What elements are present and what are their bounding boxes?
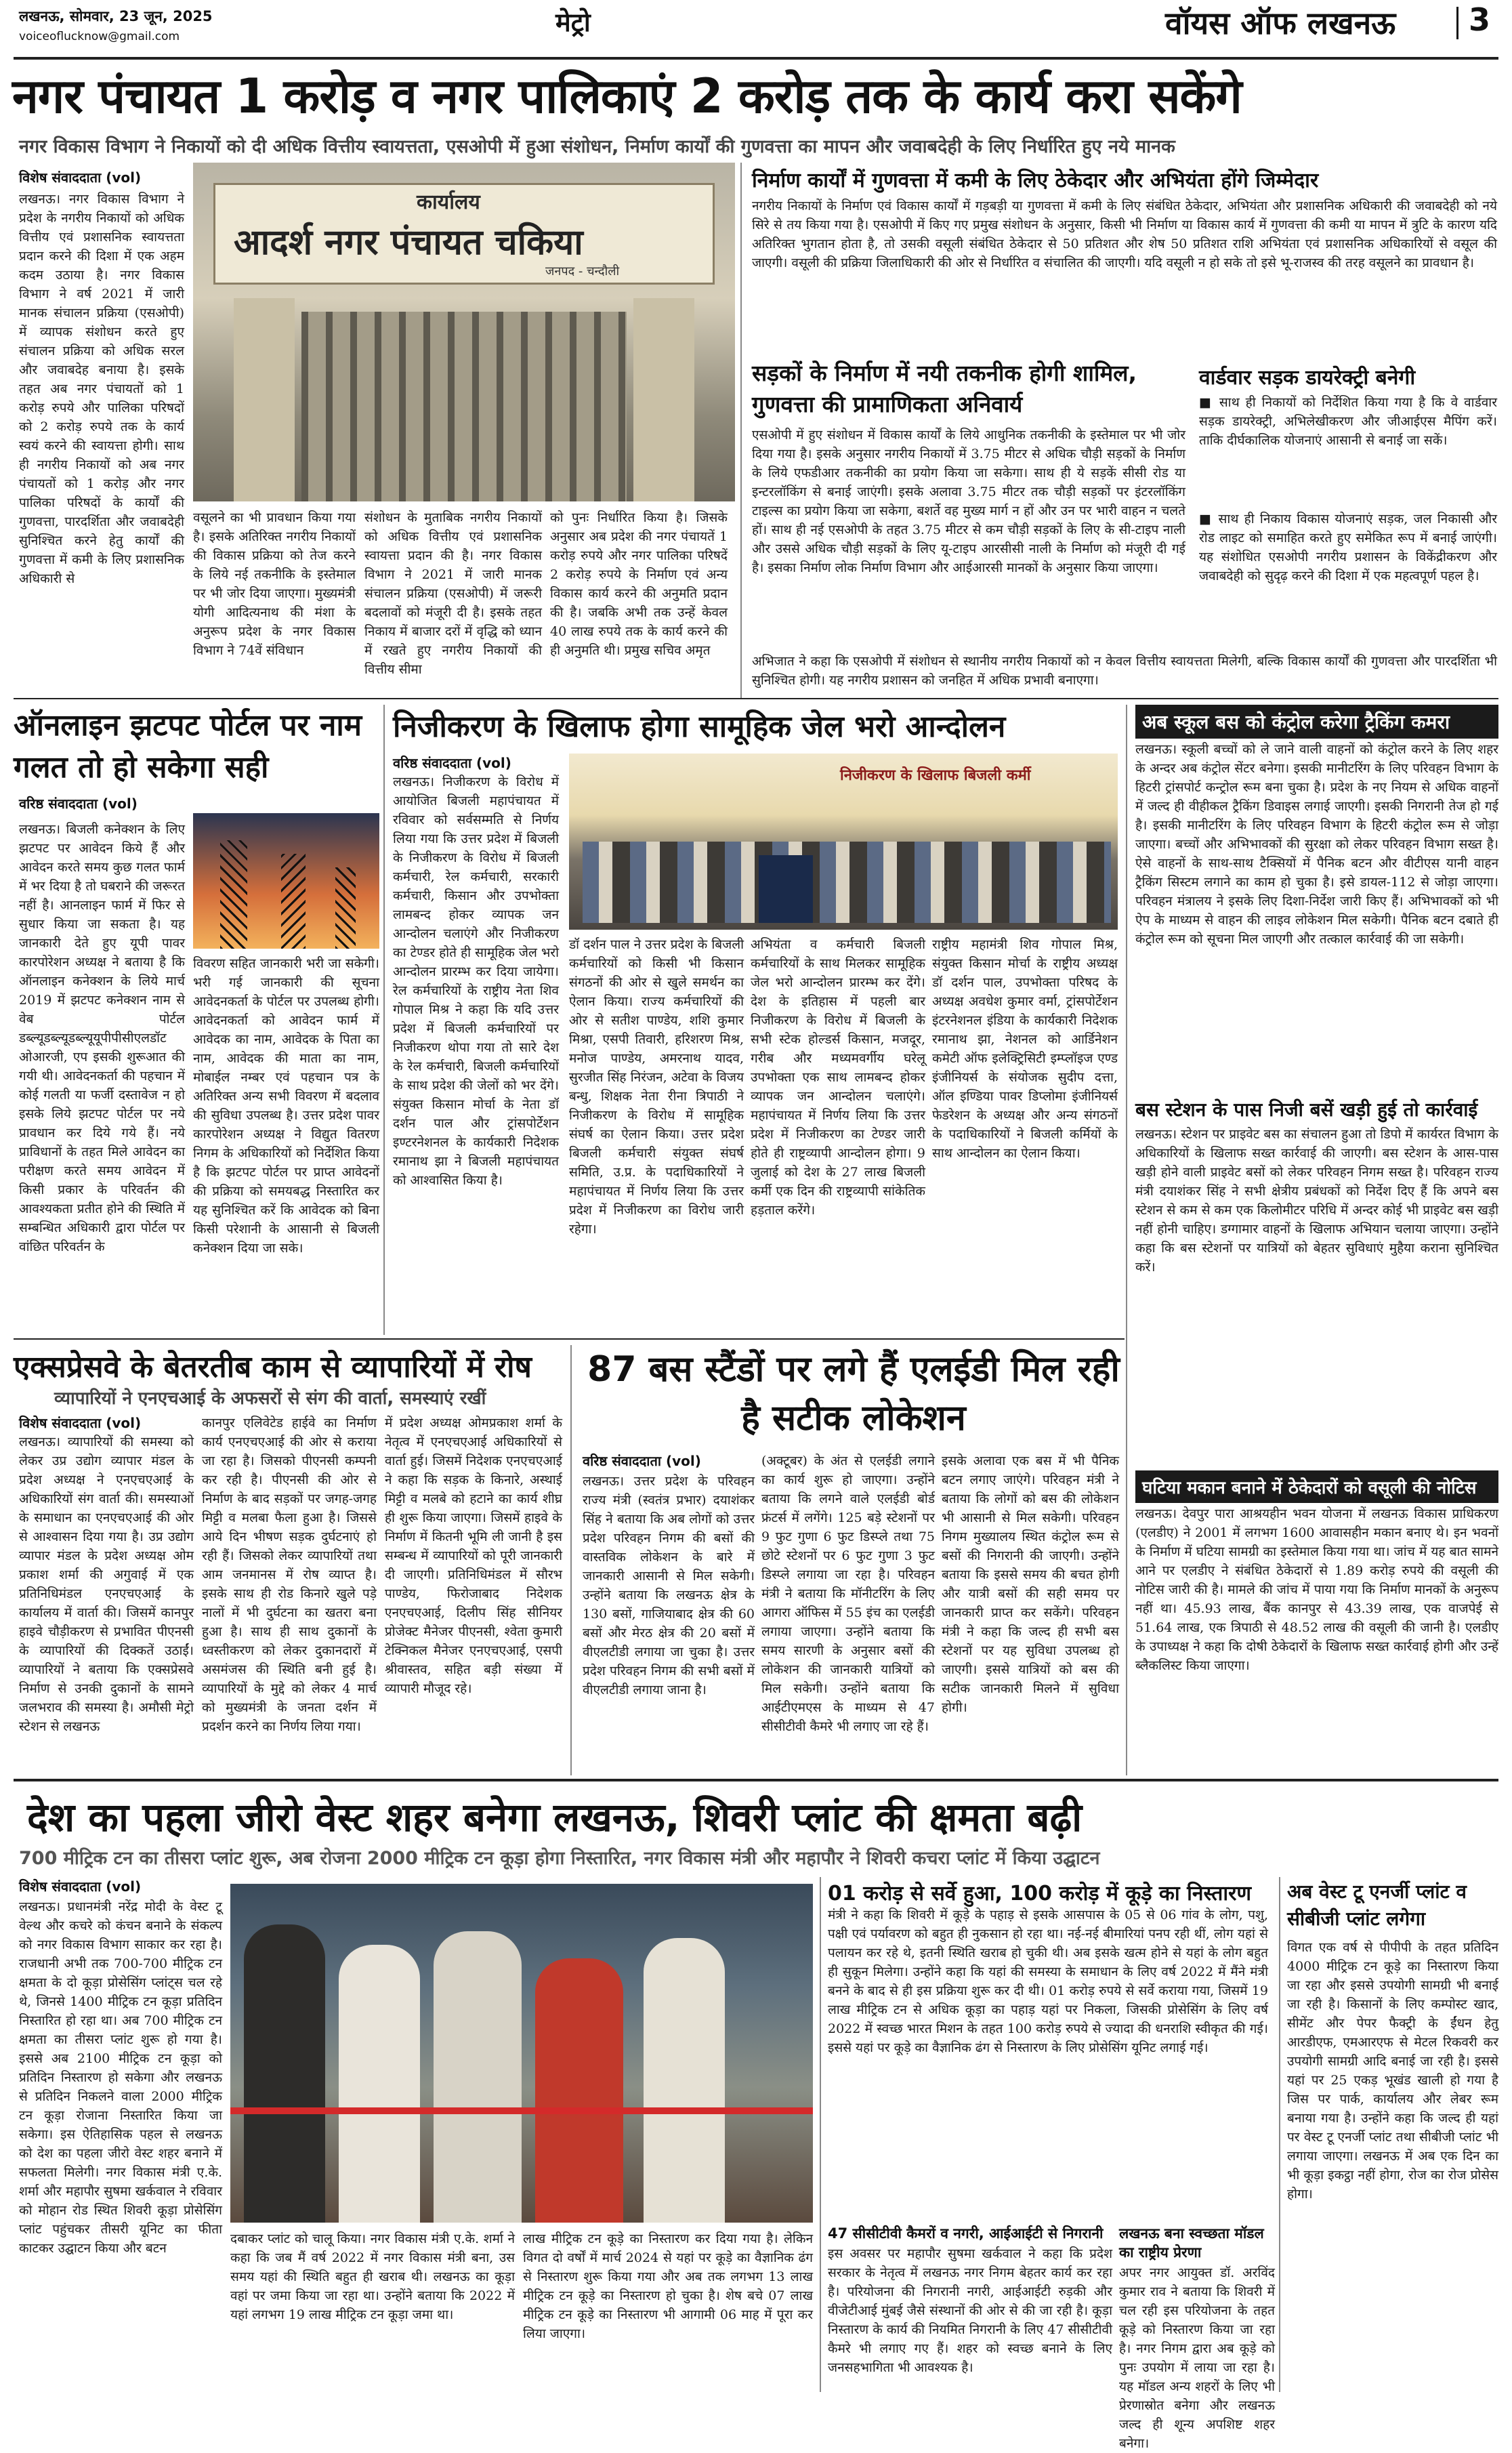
- story5-headline: एक्सप्रेसवे के बेतरतीब काम से व्यापारियों में रोष: [14, 1350, 532, 1384]
- story2-col2: विवरण सहित जानकारी भरी जा सकेगी। भरी गई जानकारी की सूचना आवेदनकर्ता के पोर्टल पर उपलब्ध होगी। आवेदनकर्ता को आवेदन फार्म में आवेदक का नाम, आवेदक के पिता का नाम, आवेदक की माता का नाम, मोबाईल नम्बर एवं पहचान पत्र के अतिरिक्त अन्य सभी विवरण में बदलाव की सुविधा उपलब्ध है। उत्तर प्रदेश पावर कारपोरेशन अध्यक्ष ने विद्युत वितरण निगम के अधिकारियों को निर्देशित किया है कि झटपट पोर्टल पर प्राप्त आवेदनों की प्रक्रिया को समयबद्ध निस्तारित कर यह सुनिश्चित करें कि आवेदक को बिना किसी परेशानी के आसानी से बिजली कनेक्शन दिया जा सके।: [193, 956, 379, 1256]
- story7-vrule: [820, 1877, 821, 2392]
- story1-bottom-rule: [14, 698, 1498, 699]
- page-divider: [1456, 7, 1458, 39]
- story1-sub3-bullet1: ■ साथ ही निकायों को निर्देशित किया गया है कि वे वार्डवार सड़क डायरेक्ट्री, अभिलेखीकरण और जीआईएस मैपिंग करें। ताकि दीर्घकालिक योजनाएं आसानी से बनाई जा सकें।: [1199, 393, 1497, 508]
- photo-podium: [759, 855, 813, 923]
- photo-stage: [583, 842, 1111, 923]
- story6-col3: इसके अलावा एक बस में भी पैनिक बटन लगाए जाएंगे। परिवहन मंत्री ने बताया कि लोगों को बस की लोकेशन भी आसानी से मिल सकेगी। परिवहन निगम मुख्यालय स्थित कंट्रोल रूम से बसों की निगरानी की जाएगी। उन्होंने बताया कि इससे समय की बचत होगी और यात्री बसों की सही समय पर जानकारी प्राप्त कर सकेंगे। परिवहन मंत्री ने कहा कि जल्द ही सभी बस स्टेशनों पर यह सुविधा उपलब्ध हो जाएगी। इससे यात्रियों को बस की सटीक जानकारी मिलने में सुविधा होगी।: [942, 1454, 1119, 1715]
- story7-vrule2: [1279, 1877, 1280, 2392]
- story6-col1: लखनऊ। उत्तर प्रदेश के परिवहन राज्य मंत्री (स्वतंत्र प्रभार) दयाशंकर सिंह ने बताया कि अब लोगों को उत्तर प्रदेश परिवहन निगम की बसों की वास्तविक लोकेशन के बारे में जानकारी आसानी से मिल सकेगी। उन्होंने बताया कि लखनऊ क्षेत्र के 130 बसों, गाजियाबाद क्षेत्र की 60 बसों और मेरठ क्षेत्र की 20 बसों में वीएलटीडी लगाया जा चुका है। उत्तर प्रदेश परिवहन निगम की सभी बसों में वीएलटीडी लगाया जाना है।: [583, 1474, 755, 1697]
- photo-sign-line1: कार्यालय: [417, 190, 480, 214]
- story7-sub2-head: अब वेस्ट टू एनर्जी प्लांट व सीबीजी प्लांट लगेगा: [1287, 1880, 1467, 1930]
- story1-deck: नगर विकास विभाग ने निकायों को दी अधिक वित्तीय स्वायत्तता, एसओपी में हुआ संशोधन, निर्माण कार्यों की गुणवत्ता का मापन और जवाबदेही के लिए निर्धारित हुए नये मानक: [19, 136, 1175, 157]
- story2-headline: ऑनलाइन झटपट पोर्टल पर नाम गलत तो हो सकेगा सही: [14, 708, 362, 785]
- story6-byline: वरिष्ठ संवाददाता (vol): [583, 1453, 701, 1469]
- story1-byline: विशेष संवाददाता (vol): [19, 169, 142, 186]
- story2-photo-power-lines: [193, 813, 379, 949]
- story5-col2: कानपुर एलिवेटेड हाईवे का निर्माण कार्य एनएचएआई की ओर से कराया जा रहा है। जिसको पीएनसी कम्पनी कर रही है। पीएनसी की ओर से निर्माण के बाद सड़कों पर जगह-जगह मिट्टी व मलबा फैला हुआ है। जिससे आये दिन भीषण सड़क दुर्घटनाएं हो रही हैं। जिसको लेकर व्यापारियों तथा आम जनमानस में रोष व्याप्त है। इसके साथ ही रोड किनारे खुले पड़े नालों में भी दुर्घटना का खतरा बना हुआ है। साथ ही साथ दुकानों के ध्वस्तीकरण को लेकर दुकानदारों में असमंजस की स्थिति बनी हुई है। व्यापारियों के मुद्दे को लेकर 4 मार्च को मुख्यमंत्री के जनता दर्शन में प्रदर्शन करने का निर्णय लिया गया।: [202, 1416, 377, 1734]
- story7-col2: दबाकर प्लांट को चालू किया। नगर विकास मंत्री ए.के. शर्मा ने कहा कि जब मैं वर्ष 2022 में नगर विकास मंत्री बना, उस समय यहां की स्थिति बहुत ही खराब थी। लखनऊ का कूड़ा वहां पर जमा किया जा रहा था। उन्होंने बताया कि 2022 में यहां लगभग 19 लाख मीट्रिक टन कूड़ा जमा था।: [230, 2231, 515, 2322]
- paper-name: वॉयस ऑफ लखनऊ: [1165, 5, 1396, 41]
- mid-rule: [14, 1338, 1125, 1340]
- story7-sub3-text: इस अवसर पर महापौर सुषमा खर्कवाल ने कहा कि प्रदेश सरकार के नेतृत्व में लखनऊ नगर निगम बेहतर कार्य कर रहा है। परियोजना की निगरानी नगरी, आईआईटी रुड़की और वीजेटीआई मुंबई जैसे संस्थानों की ओर से की जा रही है। कूड़ा निस्तारण के कार्य की नियमित निगरानी के लिए 47 सीसीटीवी कैमरे भी लगाए गए हैं। शहर को स्वच्छ बनाने के लिए जनसहभागिता भी आवश्यक है।: [828, 2246, 1112, 2375]
- photo-person-5: [644, 1938, 725, 2223]
- story1-col4: को पुनः निर्धारित किया है। जिसके अनुसार अब प्रदेश की नगर पंचायतें 1 करोड़ रुपये और नगर पालिका परिषदें 2 करोड़ रुपये के निर्माण एवं अन्य विकास कार्य करने की अनुमति प्रदान की है। जबकि अभी तक उन्हें केवल 40 लाख रुपये तक के कार्य करने की ही अनुमति थी। प्रमुख सचिव अमृत: [550, 510, 728, 658]
- story2-vrule: [383, 705, 385, 1335]
- pylon-1: [220, 840, 247, 949]
- story1-col5: अभिजात ने कहा कि एसओपी में संशोधन से स्थानीय नगरीय निकायों को न केवल वित्तीय स्वायत्तता मिलेगी, बल्कि विकास कार्यों की गुणवत्ता और पारदर्शिता भी सुनिश्चित होगी। यह नगरीय प्रशासन को जनहित में अधिक प्रभावी बनाएगा।: [752, 654, 1497, 688]
- story7-col1: लखनऊ। प्रधानमंत्री नरेंद्र मोदी के वेस्ट टू वेल्थ और कचरे को कंचन बनाने के संकल्प को नगर विकास विभाग साकार कर रहा है। राजधानी अभी तक 700-700 मीट्रिक टन क्षमता के दो कूड़ा प्रोसेसिंग प्लांट्स चल रहे थे, जिनसे 1400 मीट्रिक टन कूड़ा प्रतिदिन निस्तारित हो रहा था। अब 700 मीट्रिक टन क्षमता का तीसरा प्लांट शुरू हो गया है। इससे अब 2100 मीट्रिक टन कूड़ा को प्रतिदिन निस्तारण हो सकेगा और लखनऊ से प्रतिदिन निकलने वाला 2000 मीट्रिक टन कूड़ा रोजाना निस्तारित किया जा सकेगा। इस ऐतिहासिक पहल से लखनऊ को देश का पहला जीरो वेस्ट शहर बनाने में सफलता मिलेगी। नगर विकास मंत्री ए.के. शर्मा और महापौर सुषमा खर्कवाल ने रविवार को मोहान रोड स्थित शिवरी कूड़ा प्रोसेसिंग प्लांट पहुंचकर तीसरी यूनिट का फीता काटकर उद्घाटन किया और बटन: [19, 1899, 222, 2256]
- photo-banner: निजीकरण के खिलाफ बिजली कर्मी: [840, 767, 1031, 784]
- photo-person-3: [434, 1931, 522, 2223]
- story1-sub1-head: निर्माण कार्यों में गुणवत्ता में कमी के लिए ठेकेदार और अभियंता होंगे जिम्मेदार: [752, 169, 1319, 192]
- story7-sub1-head: 01 करोड़ से सर्वे हुआ, 100 करोड़ में कूड़े का निस्तारण: [828, 1882, 1252, 1905]
- masthead-date: लखनऊ, सोमवार, 23 जून, 2025: [19, 8, 213, 24]
- story7-byline: विशेष संवाददाता (vol): [19, 1878, 142, 1895]
- story3-byline: वरिष्ठ संवाददाता (vol): [393, 755, 511, 771]
- story7-sub4-text: अपर नगर आयुक्त डॉ. अरविंद कुमार राव ने बताया कि शिवरी में चल रही इस परियोजना के तहत कूड़े को निस्तारण किया जा रहा है। नगर निगम द्वारा अब कूड़े को पुनः उपयोग में लाया जा रहा है। यह मॉडल अन्य शहरों के लिए भी प्रेरणास्रोत बनेगा और लखनऊ जल्द ही शून्य अपशिष्ट शहर बनेगा।: [1119, 2265, 1275, 2451]
- photo-gate: [301, 312, 627, 501]
- photo-person-1: [244, 1924, 325, 2223]
- story3-headline: निजीकरण के खिलाफ होगा सामूहिक जेल भरो आन्दोलन: [393, 709, 1006, 744]
- story6-col2: (अक्टूबर) के अंत से एलईडी लगाने का कार्य शुरू हो जाएगा। उन्होंने बताया कि लगने वाले एलईडी बोर्ड फ्रंटर्स में लगेंगे। 125 बड़े स्टेशनों पर 9 फुट गुणा 6 फुट डिस्प्ले तथा 75 छोटे स्टेशनों पर 6 फुट गुणा 3 फुट डिस्प्ले लगाया जा रहा है। परिवहन मंत्री ने बताया कि मॉनीटरिंग के लिए आगरा ऑफिस में 55 इंच का एलईडी लगाया जाएगा। उन्होंने बताया कि समय सारणी के अनुसार बसों की लोकेशन की जानकारी यात्रियों को मिल सकेगी। उन्होंने बताया कि आईटीएमएस के माध्यम से 47 सीसीटीवी कैमरे भी लगाए जा रहे हैं।: [761, 1454, 935, 1734]
- story1-sub2-text: एसओपी में हुए संशोधन में विकास कार्यों के लिये आधुनिक तकनीकी के इस्तेमाल पर भी जोर दिया गया है। इसके अनुसार नगरीय निकायों में 3.75 मीटर से अधिक चौड़ी सड़कों के निर्माण के लिये एफडीआर तकनीकी का प्रयोग किया जा सकेगा। साथ ही ये सड़कें सीसी रोड या इन्टरलॉकिंग से बनाई जाएंगी। इसके अलावा 3.75 मीटर तक चौड़ी सड़कों पर इंटरलॉकिंग टाइल्स का प्रयोग किया जा सकेगा, बशर्ते वह मुख्य मार्ग न हों और उन पर भारी वाहन न चलते हों। साथ ही नई एसओपी के तहत 3.75 मीटर से कम चौड़ी सड़कों के लिए के सी-टाइप नाली और उससे अधिक चौड़ी सड़कों के लिए यू-टाइप आरसीसी नाली के निर्माण को मंजूरी दी गई है। इसका निर्माण लोक निर्माण विभाग और आईआरसी मानकों के अनुसार किया जाएगा।: [752, 428, 1185, 575]
- masthead-rule: [14, 57, 1498, 60]
- story1-vrule: [740, 163, 742, 698]
- pylon-2: [281, 854, 306, 949]
- masthead-url: voiceoflucknow@gmail.com: [19, 30, 180, 43]
- page-number: 3: [1469, 1, 1491, 38]
- photo-person-2: [339, 1945, 420, 2223]
- photo-ribbon: [230, 2107, 813, 2114]
- story7-photo-inauguration: [230, 1884, 813, 2223]
- story1-photo: [193, 163, 735, 501]
- masthead: [0, 0, 1512, 58]
- story3-vrule: [1126, 705, 1127, 1775]
- story1-sub2-head: सड़कों के निर्माण में नयी तकनीक होगी शामिल, गुणवत्ता की प्रामाणिकता अनिवार्य: [752, 360, 1137, 417]
- story7-deck: 700 मीट्रिक टन का तीसरा प्लांट शुरू, अब रोजना 2000 मीट्रिक टन कूड़ा होगा निस्तारित, नगर विकास मंत्री और महापौर ने शिवरी कचरा प्लांट में किया उद्घाटन: [19, 1848, 1100, 1869]
- story1-col2: वसूलने का भी प्रावधान किया गया है। इसके अतिरिक्त नगरीय निकायों की विकास प्रक्रिया को तेज करने के लिये नई तकनीकि के इस्तेमाल पर भी जोर दिया जाएगा। मुख्यमंत्री योगी आदित्यनाथ की मंशा के अनुरूप प्रदेश के नगर विकास विभाग ने 74वें संविधान: [193, 510, 356, 658]
- photo-sign-line3: जनपद - चन्दौली: [545, 264, 620, 279]
- story1-sub3-head: वार्डवार सड़क डायरेक्ट्री बनेगी: [1199, 366, 1416, 390]
- story4-sub2-text: लखनऊ। देवपुर पारा आश्रयहीन भवन योजना में लखनऊ विकास प्राधिकरण (एलडीए) ने 2001 में लगभग 1600 आवासहीन मकान बनाए थे। इन भवनों के निर्माण में घटिया सामग्री का इस्तेमाल किया गया था। जांच में यह बात सामने आने पर एलडीए ने संबंधित ठेकेदारों से 1.89 करोड़ रुपये की वसूली की नोटिस जारी की है। मामले की जांच में पाया गया कि निर्माण मानकों के अनुरूप नहीं था। 45.93 लाख, बैंक कानपुर से 43.39 लाख, एक वाजपेई से 51.64 लाख, एक त्रिपाठी से 48.52 लाख की वसूली की जानी है। एलडीए के उपाध्यक्ष ने कहा कि दोषी ठेकेदारों के खिलाफ सख्त कार्रवाई होगी और उन्हें ब्लैकलिस्ट किया जाएगा।: [1135, 1506, 1498, 1673]
- story7-sub3-head: 47 सीसीटीवी कैमरों व नगरी, आईआईटी से निगरानी: [828, 2225, 1104, 2242]
- story5-byline: विशेष संवाददाता (vol): [19, 1415, 142, 1431]
- story5-vrule: [570, 1345, 572, 1775]
- story2-byline: वरिष्ठ संवाददाता (vol): [19, 796, 138, 812]
- photo-pillar-right: [633, 298, 694, 501]
- story6-headline: 87 बस स्टैंडों पर लगे हैं एलईडी मिल रही है सटीक लोकेशन: [587, 1349, 1120, 1439]
- story3-col1: लखनऊ। निजीकरण के विरोध में आयोजित बिजली महापंचायत में रविवार को सर्वसम्मति से निर्णय लिया गया कि उत्तर प्रदेश में बिजली के निजीकरण के विरोध में बिजली कर्मचारी, रेल कर्मचारी, सरकारी कर्मचारी, किसान और उपभोक्ता लामबन्द होकर व्यापक जन आन्दोलन चलाएंगे और निजीकरण का टेण्डर होते ही सामूहिक जेल भरो आन्दोलन प्रारम्भ कर दिया जायेगा। रेल कर्मचारियों के राष्ट्रीय नेता शिव गोपाल मिश्र ने कहा कि यदि उत्तर प्रदेश में बिजली कर्मचारियों पर निजीकरण थोपा गया तो सारे देश के रेल कर्मचारी, बिजली कर्मचारियों के साथ प्रदेश की जेलों को भर देंगे। संयुक्त किसान मोर्चा के नेता डॉ दर्शन पाल और ट्रांसपोर्टेशन इण्टरनेशनल के कार्यकारी निदेशक रमानाथ झा ने बिजली महापंचायत को आश्वासित किया है।: [393, 775, 559, 1188]
- story4-sub2-head: घटिया मकान बनाने में ठेकेदारों को वसूली की नोटिस: [1135, 1470, 1498, 1503]
- story3-col4: राष्ट्रीय महामंत्री शिव गोपाल मिश्र, संयुक्त किसान मोर्चा के राष्ट्रीय अध्यक्ष डॉ दर्शन पाल, उपभोक्ता परिषद के अध्यक्ष अवधेश कुमार वर्मा, ट्रांसपोर्टेशन इंटरनेशनल इंडिया के कार्यकारी निदेशक रमानाथ झा, नेशनल को आर्डिनेशन कमेटी ऑफ इलेक्ट्रिसिटी इम्प्लॉइज एण्ड इंजीनियर्स के संयोजक सुदीप दत्ता, ऑल इण्डिया पावर डिप्लोमा इंजीनियर्स फेडरेशन के अध्यक्ष और अन्य संगठनों के पदाधिकारियों ने बिजली कर्मियों के साथ आन्दोलन का ऐलान किया।: [932, 937, 1118, 1161]
- lower-rule: [14, 1779, 1498, 1781]
- story2-col1: लखनऊ। बिजली कनेक्शन के लिए झटपट पर आवेदन किये हैं और आवेदन करते समय कुछ गलत फार्म में भर दिया है तो घबराने की जरूरत नहीं है। आनलाइन फार्म में फिर से सुधार किया जा सकता है। यह जानकारी देते हुए यूपी पावर कारपोरेशन अध्यक्ष ने बताया है कि ऑनलाइन कनेक्शन के लिये मार्च 2019 में झटपट कनेक्शन नाम से वेब पोर्टल डब्ल्यूडब्ल्यूडब्ल्यूयूपीपीसीएलडॉट ओआरजी, एप इसकी शुरूआत की गयी थी। आवेदनकर्ता की पहचान में कोई गलती या फर्जी दस्तावेज न हो इसके लिये झटपट पोर्टल पर नये प्रावधान कर दिये गये हैं। नये प्राविधानों के तहत मिले आवेदन का परीक्षण करते समय आवेदन में किसी प्रकार के परिवर्तन की आवश्यकता प्रतीत होने की स्थिति में सम्बन्धित अधिकारी द्वारा पोर्टल पर वांछित परिवर्तन के: [19, 822, 185, 1254]
- photo-sign-line2: आदर्श नगर पंचायत चकिया: [234, 222, 583, 263]
- story4-sub-head: बस स्टेशन के पास निजी बसें खड़ी हुई तो कार्रवाई: [1135, 1098, 1478, 1121]
- story7-sub1-text: मंत्री ने कहा कि शिवरी में कूड़े के पहाड़ से इसके आसपास के 05 से 06 गांव के लोग, पशु, पक्षी एवं पर्यावरण को बहुत ही नुकसान हो रहा था। नई-नई बीमारियां पनप रही थीं, लोग यहां से पलायन कर रहे थे, इतनी स्थिति खराब हो चुकी थी। अब इसके खत्म होने से यहां के लोग बहुत ही सुकून मिलेगा। उन्होंने कहा कि यहां की समस्या के समाधान के लिए वर्ष 2022 में मैंने मंत्री बनने के बाद से ही इस प्रक्रिया शुरू कर दी थी। 01 करोड़ रुपये से सर्वे कराया गया, जिसमें 19 लाख मीट्रिक टन से अधिक कूड़ा का पहाड़ यहां पर निकला, जिसकी प्रोसेसिंग के लिए वर्ष 2022 में स्वच्छ भारत मिशन के तहत 100 करोड़ रुपये से ज्यादा की धनराशि स्वीकृत की गई। इससे यहां पर कूड़े का वैज्ञानिक ढंग से निस्तारण के लिए प्रोसेसिंग यूनिट लगाई गई।: [828, 1908, 1268, 2055]
- story3-col2: डॉ दर्शन पाल ने उत्तर प्रदेश के बिजली कर्मचारियों को किसी भी किसान संगठनों की ओर से खुले समर्थन का ऐलान किया। राज्य कर्मचारियों की ओर से सतीश पाण्डेय, शशि कुमार मिश्रा, एसपी तिवारी, हरिशरण मिश्र, मनोज पाण्डेय, अमरनाथ यादव, सुरजीत सिंह निरंजन, अटेवा के विजय बन्धु, शिक्षक नेता रीना त्रिपाठी ने निजीकरण के विरोध में सामूहिक संघर्ष का ऐलान किया। उत्तर प्रदेश बिजली कर्मचारी संयुक्त संघर्ष समिति, उ.प्र. के पदाधिकारियों ने महापंचायत में निर्णय लिया कि उत्तर प्रदेश में निजीकरण का विरोध जारी रहेगा।: [569, 937, 744, 1237]
- story3-col3: अभियंता व कर्मचारी बिजली कर्मचारियों के साथ मिलकर सामूहिक जेल भरो आन्दोलन प्रारम्भ कर देंगे। देश के इतिहास में पहली बार निजीकरण के विरोध में बिजली के सभी स्टेक होल्डर्स किसान, मजदूर, गरीब और मध्यमवर्गीय घरेलू उपभोक्ता एक साथ लामबन्द होकर व्यापक जन आन्दोलन चलाएंगे। महापंचायत में निर्णय लिया कि उत्तर प्रदेश में निजीकरण का टेण्डर जारी होते ही राष्ट्रव्यापी आन्दोलन होगा। 9 जुलाई को देश के 27 लाख बिजली कर्मी एक दिन की राष्ट्रव्यापी सांकेतिक हड़ताल करेंगे।: [751, 937, 925, 1218]
- story5-col3: में प्रदेश अध्यक्ष ओमप्रकाश शर्मा के नेतृत्व में एनएचएआई अधिकारियों से वार्ता हुई। जिसमें निदेशक एनएचएआई ने कहा कि सड़क के किनारे, अस्थाई मिट्टी व मलबे को हटाने का कार्य शीघ्र ही शुरू किया जाएगा। जिसमें हाइवे के निर्माण में कितनी भूमि ली जानी है इस सम्बन्ध में व्यापारियों को पूरी जानकारी दी जाएगी। प्रतिनिधिमंडल में सौरभ पाण्डेय, फिरोजाबाद निदेशक एनएचएआई, दिलीप सिंह सीनियर प्रोजेक्ट मैनेजर पीएनसी, श्वेता कुमारी टेक्निकल मैनेजर एनएचएआई, एसपी श्रीवास्तव, सहित बड़ी संख्या में व्यापारी मौजूद रहे।: [385, 1416, 562, 1696]
- story7-sub4-head: लखनऊ बना स्वच्छता मॉडल का राष्ट्रीय प्रेरणा: [1119, 2225, 1264, 2261]
- story1-col3: संशोधन के मुताबिक नगरीय निकायों को अधिक वित्तीय एवं प्रशासनिक स्वायत्ता प्रदान की है। नगर विकास विभाग ने 2021 में जारी मानक संचालन प्रक्रिया (एसओपी) में जरूरी बदलावों को मंजूरी दी है। इसके तहत निकाय में बाजार दरों में वृद्धि को ध्यान में रखते हुए नगरीय निकायों की वित्तीय सीमा: [364, 510, 542, 677]
- section-label: मेट्रो: [555, 7, 591, 37]
- story1-headline: नगर पंचायत 1 करोड़ व नगर पालिकाएं 2 करोड़ तक के कार्य करा सकेंगे: [12, 68, 1242, 124]
- pylon-3: [335, 867, 356, 949]
- story7-headline: देश का पहला जीरो वेस्ट शहर बनेगा लखनऊ, शिवरी प्लांट की क्षमता बढ़ी: [27, 1794, 1083, 1840]
- story1-sub1-text: नगरीय निकायों के निर्माण एवं विकास कार्यों में गड़बड़ी या गुणवत्ता में कमी के लिए संबंधित ठेकेदार, अभियंता और प्रशासनिक अधिकारी की जवाबदेही को नये सिरे से तय किया गया है। एसओपी में किए गए प्रमुख संशोधन के अनुसार, किसी भी निर्माण या विकास कार्य में गुणवत्ता की कमी या मापन में त्रुटि के कारण यदि अतिरिक्त भुगतान होता है, तो उसकी वसूली संबंधित ठेकेदार से 50 प्रतिशत और शेष 50 प्रतिशत राशि अभियंता एवं प्रशासनिक अधिकारियों से वसूल की जाएगी। वसूली की प्रक्रिया जिलाधिकारी की ओर से निर्धारित व संचालित की जाएगी। यदि वसूली न हो सके तो इसे भू-राजस्व की तरह वसूलने का प्रावधान है।: [752, 199, 1497, 270]
- story4-sub-text: लखनऊ। स्टेशन पर प्राइवेट बस का संचालन हुआ तो डिपो में कार्यरत विभाग के अधिकारियों के खिलाफ सख्त कार्रवाई की जाएगी। बस स्टेशन के आस-पास खड़ी होने वाली प्राइवेट बसों को लेकर परिवहन निगम सख्त है। परिवहन राज्य मंत्री दयाशंकर सिंह ने सभी क्षेत्रीय प्रबंधकों को निर्देश दिए हैं कि अपने बस स्टेशन से कम से कम एक किलोमीटर परिधि में अन्दर कोई भी प्राइवेट बस खड़ी नहीं होनी चाहिए। डग्गामार वाहनों के खिलाफ अभियान चलाया जाएगा। उन्होंने कहा कि बस स्टेशनों पर यात्रियों को बेहतर सुविधाएं मुहैया कराना सुनिश्चित करें।: [1135, 1127, 1498, 1275]
- story4-text: लखनऊ। स्कूली बच्चों को ले जाने वाली वाहनों को कंट्रोल करने के लिए शहर के अन्दर अब कंट्रोल सेंटर बनेगा। इसकी मानीटरिंग के लिए परिवहन विभाग के हिटरी ट्रांसपोर्ट कन्ट्रोल रूम बना चुका है। प्रदेश के नए नियम से अधिक वाहनों में जल्द ही वीहीकल ट्रैकिंग डिवाइस लगाई जाएगी। इसकी निगरानी तेज हो गई है। इसकी मानीटरिंग के लिए परिवहन विभाग के हिटरी कंट्रोल रूम से जोड़ा जाएगा। बच्चों और अभिभावकों की सुरक्षा को लेकर परिवहन विभाग सख्त है। ऐसे वाहनों के साथ-साथ टैक्सियों में पैनिक बटन और वीटीएस यानी वाहन ट्रैकिंग सिस्टम लगाने का काम हो चुका है। इसे डायल-112 से जोड़ा जाएगा। परिवहन मंत्रालय ने इसके लिए दिशा-निर्देश जारी किए हैं। अभिभावकों को भी ऐप के माध्यम से वाहन की लाइव लोकेशन मिल सकेगी। पैनिक बटन दबाते ही कंट्रोल रूम को सूचना मिल जाएगी और तत्काल कार्रवाई की जा सकेगी।: [1135, 742, 1498, 947]
- story7-col3: लाख मीट्रिक टन कूड़े का निस्तारण कर दिया गया है। लेकिन विगत दो वर्षों में मार्च 2024 से यहां पर कूड़े का वैज्ञानिक ढंग से निस्तारण शुरू किया गया और अब तक लगभग 13 लाख मीट्रिक टन कूड़े का निस्तारण हो चुका है। शेष बचे 07 लाख मीट्रिक टन कूड़े का निस्तारण भी आगामी 06 माह में पूरा कर लिया जाएगा।: [523, 2231, 813, 2341]
- story5-deck: व्यापारियों ने एनएचआई के अफसरों से संग की वार्ता, समस्याएं रखीं: [54, 1388, 486, 1409]
- story7-sub2-text: विगत एक वर्ष से पीपीपी के तहत प्रतिदिन 4000 मीट्रिक टन कूड़े का निस्तारण किया जा रहा और इससे उपयोगी सामग्री भी बनाई जा रही है। किसानों के लिए कम्पोस्ट खाद, सीमेंट और पेपर फैक्ट्री के ईंधन हेतु आरडीएफ, एमआरएफ से मेटल रिकवरी कर उपयोगी सामग्री आदि बनाई जा रही है। इससे यहां पर 25 एकड़ भूखंड खाली हो गया है जिस पर पार्क, कार्यालय और लेबर रूम बनाया गया है। उन्होंने कहा कि जल्द ही यहां पर वेस्ट टू एनर्जी प्लांट तथा सीबीजी प्लांट भी लगाया जाएगा। लखनऊ में अब एक दिन का भी कूड़ा इकट्ठा नहीं होगा, रोज का रोज प्रोसेस होगा।: [1287, 1940, 1498, 2202]
- photo-person-4: [535, 1958, 623, 2223]
- story3-photo-meeting: [569, 754, 1118, 930]
- story5-col1: लखनऊ। व्यापारियों की समस्या को लेकर उप्र उद्योग व्यापार मंडल के प्रदेश अध्यक्ष ने एनएचएआई के अधिकारियों संग वार्ता की। समस्याओं के समाधान का एनएचएआई की ओर से आश्वासन दिया गया है। उप्र उद्योग व्यापार मंडल के प्रदेश अध्यक्ष ओम प्रकाश शर्मा की अगुवाई में एक प्रतिनिधिमंडल एनएचएआई के कार्यालय में वार्ता की। जिसमें कानपुर हाइवे चौड़ीकरण से प्रभावित पीएनसी के व्यापारियों की दिक्कतें उठाईं। व्यापारियों ने बताया कि एक्सप्रेसवे निर्माण से उनकी दुकानों के सामने जलभराव की समस्या है। अमौसी मेट्रो स्टेशन से लखनऊ: [19, 1435, 194, 1734]
- photo-pillar-left: [234, 298, 295, 501]
- story4-headline: अब स्कूल बस को कंट्रोल करेगा ट्रैकिंग कमरा: [1135, 705, 1498, 739]
- story1-col1: लखनऊ। नगर विकास विभाग ने प्रदेश के नगरीय निकायों को अधिक वित्तीय एवं प्रशासनिक स्वायत्तता प्रदान करने की दिशा में एक अहम कदम उठाया है। नगर विकास विभाग ने वर्ष 2021 में जारी मानक संचालन प्रक्रिया (एसओपी) में व्यापक संशोधन करते हुए संचालन प्रक्रिया को अधिक सरल और जवाबदेह बनाया है। इसके तहत अब नगर पंचायतों को 1 करोड़ रुपये और पालिका परिषदों को 2 करोड़ रुपये तक के कार्य स्वयं करने की स्वायत्ता होगी। साथ ही नगरीय निकायों को अब नगर पंचायतों को 1 करोड़ और नगर पालिका परिषदों के कार्यों की गुणवत्ता, पारदर्शिता और जवाबदेही सुनिश्चित करने हेतु कार्यों की गुणवत्ता में कमी के लिए प्रशासनिक अधिकारी से: [19, 192, 184, 586]
- story1-sub3-bullet2: ■ साथ ही निकाय विकास योजनाएं सड़क, जल निकासी और रोड लाइट को समाहित करते हुए समेकित रूप में बनाई जाएंगी। यह संशोधित एसओपी नगरीय प्रशासन के विकेंद्रीकरण और जवाबदेही को सुदृढ़ करने की दिशा में एक महत्वपूर्ण पहल है।: [1199, 510, 1497, 652]
